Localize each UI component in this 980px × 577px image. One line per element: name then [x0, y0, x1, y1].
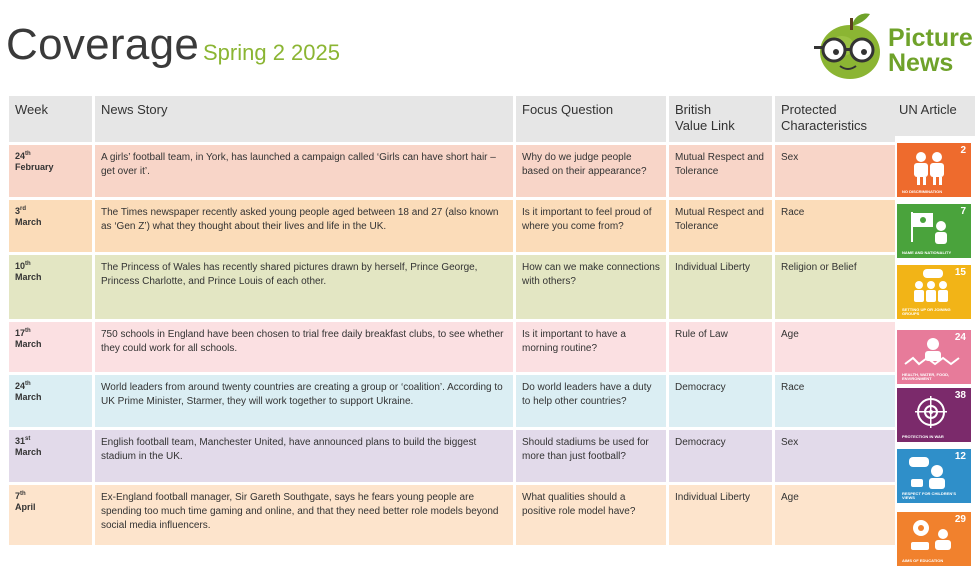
table-row — [9, 430, 895, 482]
week-cell — [9, 430, 92, 482]
week-suffix: st — [25, 436, 31, 442]
question-cell: What qualities should a positive role model have? — [516, 485, 666, 545]
question-cell: How can we make connections with others? — [516, 255, 666, 319]
col-value-header-text: British Value Link — [675, 102, 735, 133]
col-story-header: News Story — [95, 96, 513, 142]
week-suffix: th — [20, 491, 26, 497]
un-article-caption: HEALTH, WATER, FOOD, ENVIRONMENT — [902, 372, 950, 381]
un-article-number: 24 — [954, 332, 966, 343]
characteristic-cell: Age — [775, 322, 895, 372]
col-characteristics-header: Protected Characteristics — [775, 96, 895, 142]
un-article-number: 15 — [954, 267, 966, 278]
week-day: 31 — [15, 436, 26, 446]
question-cell: Why do we judge people based on their appearance? — [516, 145, 666, 197]
value-cell: Mutual Respect and Tolerance — [669, 145, 772, 197]
characteristic-cell: Religion or Belief — [775, 255, 895, 319]
week-suffix: th — [25, 381, 31, 387]
coverage-table — [6, 93, 898, 548]
un-article-caption: NAME AND NATIONALITY — [902, 250, 952, 255]
apple-glasses-icon — [812, 6, 892, 82]
table-header-row — [9, 96, 895, 142]
week-suffix: th — [25, 328, 31, 334]
un-article-7 — [897, 204, 971, 258]
un-article-24 — [897, 330, 971, 384]
table-row — [9, 485, 895, 545]
col-week-header: Week — [9, 96, 92, 142]
characteristic-cell: Race — [775, 200, 895, 252]
un-article-number: 7 — [960, 206, 966, 217]
story-cell: The Princess of Wales has recently shared pictures drawn by herself, Prince George, Princess Charlotte, and Prince Louis of each other. — [95, 255, 513, 319]
un-article-caption: RESPECT FOR CHILDREN’S VIEWS — [902, 491, 957, 500]
story-cell: English football team, Manchester United, have announced plans to build the biggest stadium in the UK. — [95, 430, 513, 482]
un-article-12 — [897, 449, 971, 503]
week-day: 17 — [15, 328, 26, 338]
un-article-number: 29 — [954, 514, 966, 525]
question-cell: Is it important to feel proud of where you come from? — [516, 200, 666, 252]
week-day: 24 — [15, 381, 26, 391]
table-row — [9, 375, 895, 427]
week-day: 7 — [15, 491, 21, 501]
week-day: 24 — [15, 151, 26, 161]
col-value-header — [669, 96, 772, 142]
un-article-number: 12 — [954, 451, 966, 462]
table-row — [9, 200, 895, 252]
week-cell — [9, 375, 92, 427]
week-suffix: th — [25, 151, 31, 157]
un-article-caption: AIMS OF EDUCATION — [902, 558, 944, 563]
week-suffix: rd — [20, 206, 27, 212]
un-article-number: 2 — [960, 145, 966, 156]
value-cell: Democracy — [669, 375, 772, 427]
col-question-header: Focus Question — [516, 96, 666, 142]
un-article-29 — [897, 512, 971, 566]
week-cell — [9, 322, 92, 372]
question-cell: Do world leaders have a duty to help other countries? — [516, 375, 666, 427]
week-month: March — [15, 447, 42, 457]
question-cell: Is it important to have a morning routine? — [516, 322, 666, 372]
characteristic-cell: Sex — [775, 145, 895, 197]
week-month: March — [15, 339, 42, 349]
table-row — [9, 145, 895, 197]
story-cell: The Times newspaper recently asked young people aged between 18 and 27 (also known as ‘Gen Z’) what they thought about their lives and life in the UK. — [95, 200, 513, 252]
story-cell: A girls’ football team, in York, has launched a campaign called ‘Girls can have short hair – get over it’. — [95, 145, 513, 197]
week-month: March — [15, 217, 42, 227]
story-cell: 750 schools in England have been chosen to trial free daily breakfast clubs, to see whether they could work for all schools. — [95, 322, 513, 372]
page-title: Coverage — [6, 20, 200, 69]
page-subtitle: Spring 2 2025 — [203, 40, 340, 65]
value-cell: Democracy — [669, 430, 772, 482]
logo-word-news: News — [888, 49, 954, 77]
un-article-2 — [897, 143, 971, 197]
story-cell: World leaders from around twenty countries are creating a group or ‘coalition’. According to UK Prime Minister, Starmer, they will work together to support Ukraine. — [95, 375, 513, 427]
table-row — [9, 255, 895, 319]
value-cell: Mutual Respect and Tolerance — [669, 200, 772, 252]
question-cell: Should stadiums be used for more than just football? — [516, 430, 666, 482]
logo-word-picture: Picture — [888, 24, 973, 52]
value-cell: Individual Liberty — [669, 255, 772, 319]
table-row — [9, 322, 895, 372]
un-article-caption: NO DISCRIMINATION — [902, 189, 943, 194]
un-article-15 — [897, 265, 971, 319]
week-cell — [9, 485, 92, 545]
logo-text — [888, 26, 973, 76]
characteristic-cell: Age — [775, 485, 895, 545]
characteristic-cell: Sex — [775, 430, 895, 482]
un-article-caption: SETTING UP OR JOINING GROUPS — [902, 307, 951, 316]
week-day: 3 — [15, 206, 21, 216]
week-month: February — [15, 162, 54, 172]
week-month: April — [15, 502, 36, 512]
week-day: 10 — [15, 261, 26, 271]
story-cell: Ex-England football manager, Sir Gareth Southgate, says he fears young people are spending too much time gaming and online, and that they need better role models beyond social media influencers. — [95, 485, 513, 545]
week-cell — [9, 145, 92, 197]
week-month: March — [15, 392, 42, 402]
col-un-article-header: UN Article — [893, 96, 975, 136]
value-cell: Rule of Law — [669, 322, 772, 372]
week-cell — [9, 255, 92, 319]
un-article-number: 38 — [954, 390, 966, 401]
week-month: March — [15, 272, 42, 282]
un-article-38 — [897, 388, 971, 442]
week-cell — [9, 200, 92, 252]
week-suffix: th — [25, 261, 31, 267]
value-cell: Individual Liberty — [669, 485, 772, 545]
un-article-caption: PROTECTION IN WAR — [902, 434, 944, 439]
characteristic-cell: Race — [775, 375, 895, 427]
